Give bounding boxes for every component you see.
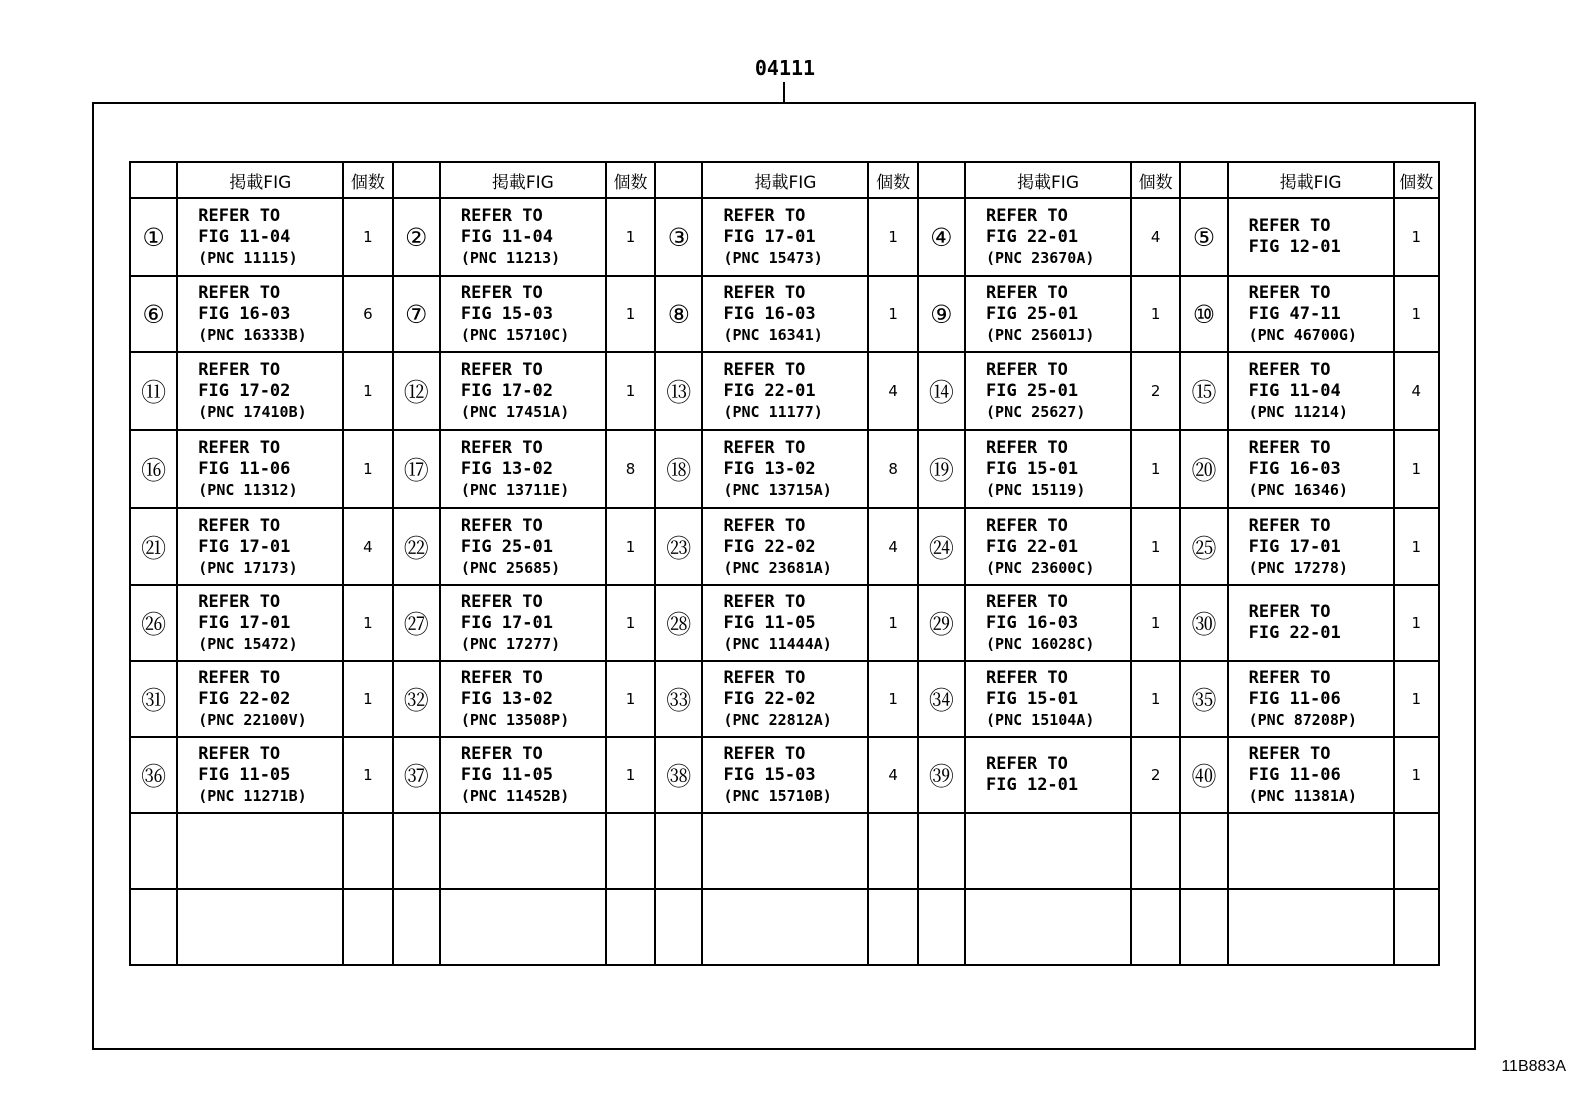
fig-reference-cell <box>177 661 343 737</box>
refer-to-text: REFER TO <box>460 515 543 536</box>
quantity-cell <box>606 889 655 965</box>
callout-number: ㉛ <box>130 661 177 737</box>
fig-number-text: FIG 25-01 <box>986 381 1079 401</box>
refer-to-text: REFER TO <box>1248 360 1331 380</box>
fig-reference-cell <box>440 585 606 661</box>
callout-number: ⑥ <box>130 276 177 352</box>
quantity-cell: 4 <box>868 352 917 430</box>
fig-reference-cell <box>440 508 606 585</box>
quantity-cell: 4 <box>1394 352 1439 430</box>
callout-number <box>1180 813 1227 889</box>
pnc-text: (PNC 13508P) <box>460 711 570 729</box>
fig-number-text: FIG 22-01 <box>723 381 816 401</box>
refer-to-text: REFER TO <box>198 744 281 764</box>
header-qty-cell: 個数 <box>343 162 392 198</box>
pnc-text: (PNC 25601J) <box>986 326 1095 344</box>
quantity-cell: 1 <box>1131 508 1180 585</box>
header-num-cell <box>655 162 702 198</box>
callout-number: ㉖ <box>130 585 177 661</box>
callout-number: ㉓ <box>655 508 702 585</box>
quantity-cell: 4 <box>868 508 917 585</box>
pnc-text: (PNC 15472) <box>198 635 298 653</box>
pnc-text: (PNC 15710C) <box>460 326 570 344</box>
fig-reference-cell <box>177 813 343 889</box>
callout-number: ⑬ <box>655 352 702 430</box>
fig-reference-cell <box>702 198 868 276</box>
callout-number: ㉙ <box>918 585 965 661</box>
quantity-cell: 1 <box>1394 585 1439 661</box>
fig-number-text: FIG 17-01 <box>1248 536 1341 557</box>
pnc-text: (PNC 16333B) <box>198 326 307 344</box>
refer-to-text: REFER TO <box>986 360 1068 380</box>
refer-to-text: REFER TO <box>460 592 543 612</box>
refer-to-text: REFER TO <box>1248 438 1331 458</box>
callout-number: ㊲ <box>393 737 440 813</box>
header-fig-cell: 掲載FIG <box>440 162 606 198</box>
refer-to-text: REFER TO <box>198 592 281 612</box>
refer-to-text: REFER TO <box>460 283 543 303</box>
pnc-text: (PNC 15104A) <box>986 711 1095 729</box>
table-row <box>130 737 1439 813</box>
pnc-text: (PNC 22100V) <box>198 711 307 729</box>
fig-reference-cell <box>177 737 343 813</box>
table-row <box>130 585 1439 661</box>
callout-number: ㊱ <box>130 737 177 813</box>
fig-reference-cell <box>177 585 343 661</box>
refer-to-text: REFER TO <box>986 515 1068 536</box>
pnc-text: (PNC 11444A) <box>723 635 832 653</box>
quantity-cell: 1 <box>868 276 917 352</box>
fig-number-text: FIG 11-04 <box>460 227 553 247</box>
refer-to-text: REFER TO <box>198 283 281 303</box>
quantity-cell: 1 <box>343 585 392 661</box>
fig-reference-cell <box>177 198 343 276</box>
pnc-text: (PNC 17278) <box>1248 558 1348 577</box>
pnc-text: (PNC 87208P) <box>1248 711 1357 729</box>
fig-number-text: FIG 17-02 <box>460 381 553 401</box>
fig-reference-cell <box>702 508 868 585</box>
quantity-cell: 8 <box>868 430 917 508</box>
refer-to-text: REFER TO <box>723 438 806 458</box>
callout-number: ⑪ <box>130 352 177 430</box>
callout-number: ㉗ <box>393 585 440 661</box>
table-row <box>130 352 1439 430</box>
pnc-text: (PNC 17410B) <box>198 403 307 421</box>
pnc-text: (PNC 15710B) <box>723 787 832 805</box>
header-qty-cell: 個数 <box>1394 162 1439 198</box>
refer-to-text: REFER TO <box>723 668 806 688</box>
fig-reference-cell <box>1228 276 1394 352</box>
callout-number: ㉝ <box>655 661 702 737</box>
pnc-text: (PNC 16028C) <box>986 635 1095 653</box>
callout-number <box>655 813 702 889</box>
quantity-cell: 1 <box>343 430 392 508</box>
table-row <box>130 889 1439 965</box>
fig-reference-cell <box>177 352 343 430</box>
callout-number: ㊳ <box>655 737 702 813</box>
callout-number: ② <box>393 198 440 276</box>
fig-number-text: FIG 17-02 <box>198 381 291 401</box>
table-row <box>130 276 1439 352</box>
pnc-text: (PNC 11115) <box>198 249 298 267</box>
table-row <box>130 813 1439 889</box>
header-qty-cell: 個数 <box>868 162 917 198</box>
quantity-cell: 1 <box>1131 585 1180 661</box>
pnc-text: (PNC 17277) <box>460 635 561 653</box>
fig-number-text: FIG 25-01 <box>986 304 1079 324</box>
pnc-text: (PNC 15473) <box>723 249 823 267</box>
table-body <box>130 198 1439 965</box>
fig-reference-cell <box>1228 813 1394 889</box>
fig-number-text: FIG 12-01 <box>986 775 1079 795</box>
pnc-text: (PNC 16346) <box>1248 481 1348 499</box>
callout-number: ⑤ <box>1180 198 1227 276</box>
table-row <box>130 661 1439 737</box>
fig-number-text: FIG 22-01 <box>986 227 1079 247</box>
refer-to-text: REFER TO <box>1248 515 1331 536</box>
callout-number <box>130 889 177 965</box>
quantity-cell: 4 <box>343 508 392 585</box>
refer-to-text: REFER TO <box>723 283 806 303</box>
refer-to-text: REFER TO <box>460 744 543 764</box>
leader-line <box>783 82 785 102</box>
quantity-cell: 1 <box>868 661 917 737</box>
refer-to-text: REFER TO <box>460 668 543 688</box>
quantity-cell: 1 <box>1394 276 1439 352</box>
fig-reference-cell <box>1228 585 1394 661</box>
quantity-cell: 1 <box>343 352 392 430</box>
quantity-cell <box>1394 813 1439 889</box>
fig-reference-cell <box>965 276 1131 352</box>
refer-to-text: REFER TO <box>723 515 806 536</box>
callout-number <box>393 813 440 889</box>
fig-number-text: FIG 22-01 <box>1248 623 1341 643</box>
callout-number: ㉕ <box>1180 508 1227 585</box>
quantity-cell: 4 <box>1131 198 1180 276</box>
fig-number-text: FIG 15-03 <box>723 765 816 785</box>
quantity-cell <box>1394 889 1439 965</box>
quantity-cell <box>1131 813 1180 889</box>
callout-number: ④ <box>918 198 965 276</box>
callout-number: ③ <box>655 198 702 276</box>
refer-to-text: REFER TO <box>723 744 806 764</box>
quantity-cell: 1 <box>1394 661 1439 737</box>
callout-number: ㉒ <box>393 508 440 585</box>
callout-number: ⑫ <box>393 352 440 430</box>
fig-reference-cell <box>965 661 1131 737</box>
refer-to-text: REFER TO <box>1248 744 1331 764</box>
refer-to-text: REFER TO <box>1248 283 1331 303</box>
pnc-text: (PNC 11271B) <box>198 787 307 805</box>
callout-number: ㉞ <box>918 661 965 737</box>
refer-to-text: REFER TO <box>198 206 281 226</box>
callout-number <box>130 813 177 889</box>
fig-reference-cell <box>965 198 1131 276</box>
callout-number: ⑲ <box>918 430 965 508</box>
callout-number <box>1180 889 1227 965</box>
fig-reference-cell <box>702 276 868 352</box>
fig-number-text: FIG 22-02 <box>723 689 816 709</box>
fig-reference-cell <box>965 508 1131 585</box>
quantity-cell: 1 <box>1394 430 1439 508</box>
quantity-cell: 1 <box>343 198 392 276</box>
refer-to-text: REFER TO <box>723 206 806 226</box>
fig-number-text: FIG 11-05 <box>198 765 291 785</box>
refer-to-text: REFER TO <box>460 206 543 226</box>
fig-number-text: FIG 16-03 <box>986 613 1079 633</box>
quantity-cell: 1 <box>343 661 392 737</box>
callout-number <box>393 889 440 965</box>
fig-number-text: FIG 15-01 <box>986 459 1079 479</box>
fig-reference-cell <box>1228 430 1394 508</box>
pnc-text: (PNC 23670A) <box>986 249 1095 267</box>
callout-number: ㉟ <box>1180 661 1227 737</box>
fig-number-text: FIG 11-06 <box>1248 765 1341 785</box>
quantity-cell: 2 <box>1131 737 1180 813</box>
callout-number: ⑮ <box>1180 352 1227 430</box>
callout-number: ① <box>130 198 177 276</box>
refer-to-text: REFER TO <box>986 283 1068 303</box>
fig-number-text: FIG 13-02 <box>723 459 816 479</box>
fig-number-text: FIG 13-02 <box>460 689 553 709</box>
quantity-cell: 1 <box>606 508 655 585</box>
refer-to-text: REFER TO <box>723 592 806 612</box>
quantity-cell: 1 <box>606 276 655 352</box>
fig-number-text: FIG 25-01 <box>460 536 553 557</box>
quantity-cell: 1 <box>1131 661 1180 737</box>
fig-number-text: FIG 11-06 <box>1248 689 1341 709</box>
fig-number-text: FIG 15-01 <box>986 689 1079 709</box>
fig-number-text: FIG 17-01 <box>198 613 291 633</box>
quantity-cell <box>606 813 655 889</box>
fig-number-text: FIG 11-04 <box>198 227 291 247</box>
table-row <box>130 198 1439 276</box>
fig-reference-cell <box>702 813 868 889</box>
fig-reference-cell <box>177 276 343 352</box>
quantity-cell: 1 <box>1394 737 1439 813</box>
fig-reference-cell <box>1228 198 1394 276</box>
quantity-cell: 1 <box>606 352 655 430</box>
callout-number: ⑰ <box>393 430 440 508</box>
part-number-label: 04111 <box>754 56 816 80</box>
fig-reference-cell <box>440 813 606 889</box>
fig-reference-cell <box>965 889 1131 965</box>
refer-to-text: REFER TO <box>198 360 281 380</box>
refer-to-text: REFER TO <box>1248 216 1331 236</box>
callout-number: ⑯ <box>130 430 177 508</box>
header-num-cell <box>918 162 965 198</box>
quantity-cell: 1 <box>868 198 917 276</box>
quantity-cell <box>868 889 917 965</box>
header-num-cell <box>393 162 440 198</box>
pnc-text: (PNC 25685) <box>460 558 561 577</box>
fig-number-text: FIG 11-06 <box>198 459 291 479</box>
quantity-cell <box>868 813 917 889</box>
header-fig-cell: 掲載FIG <box>1228 162 1394 198</box>
fig-reference-cell <box>440 352 606 430</box>
fig-reference-cell <box>440 276 606 352</box>
fig-number-text: FIG 16-03 <box>1248 459 1341 479</box>
header-fig-cell: 掲載FIG <box>965 162 1131 198</box>
pnc-text: (PNC 11312) <box>198 481 298 499</box>
pnc-text: (PNC 15119) <box>986 481 1086 499</box>
fig-reference-cell <box>965 430 1131 508</box>
callout-number: ㉔ <box>918 508 965 585</box>
fig-reference-cell <box>702 737 868 813</box>
callout-number: ⑨ <box>918 276 965 352</box>
fig-number-text: FIG 13-02 <box>460 459 553 479</box>
callout-number: ⑦ <box>393 276 440 352</box>
callout-number: ㊵ <box>1180 737 1227 813</box>
reference-table <box>129 161 1440 966</box>
fig-reference-cell <box>1228 889 1394 965</box>
quantity-cell: 1 <box>343 737 392 813</box>
fig-number-text: FIG 15-03 <box>460 304 553 324</box>
quantity-cell: 1 <box>606 661 655 737</box>
quantity-cell: 1 <box>606 198 655 276</box>
refer-to-text: REFER TO <box>198 668 281 688</box>
callout-number: ㉑ <box>130 508 177 585</box>
fig-reference-cell <box>1228 737 1394 813</box>
pnc-text: (PNC 13711E) <box>460 481 570 499</box>
quantity-cell: 4 <box>868 737 917 813</box>
fig-reference-cell <box>965 813 1131 889</box>
pnc-text: (PNC 46700G) <box>1248 326 1357 344</box>
quantity-cell: 8 <box>606 430 655 508</box>
fig-reference-cell <box>440 430 606 508</box>
fig-number-text: FIG 16-03 <box>723 304 816 324</box>
refer-to-text: REFER TO <box>1248 602 1331 622</box>
fig-number-text: FIG 16-03 <box>198 304 291 324</box>
fig-reference-cell <box>440 889 606 965</box>
refer-to-text: REFER TO <box>986 206 1068 226</box>
quantity-cell <box>343 813 392 889</box>
quantity-cell: 1 <box>606 585 655 661</box>
fig-reference-cell <box>177 508 343 585</box>
fig-number-text: FIG 17-01 <box>198 536 291 557</box>
fig-reference-cell <box>440 198 606 276</box>
callout-number: ⑭ <box>918 352 965 430</box>
refer-to-text: REFER TO <box>986 592 1068 612</box>
pnc-text: (PNC 23681A) <box>723 558 832 577</box>
fig-number-text: FIG 17-01 <box>723 227 816 247</box>
refer-to-text: REFER TO <box>986 438 1068 458</box>
callout-number: ⑧ <box>655 276 702 352</box>
refer-to-text: REFER TO <box>723 360 806 380</box>
fig-reference-cell <box>702 889 868 965</box>
pnc-text: (PNC 17451A) <box>460 403 570 421</box>
header-qty-cell: 個数 <box>1131 162 1180 198</box>
pnc-text: (PNC 11177) <box>723 403 823 421</box>
fig-number-text: FIG 22-01 <box>986 536 1079 557</box>
refer-to-text: REFER TO <box>986 668 1068 688</box>
callout-number <box>918 889 965 965</box>
pnc-text: (PNC 17173) <box>198 558 298 577</box>
fig-number-text: FIG 11-04 <box>1248 381 1341 401</box>
fig-reference-cell <box>702 430 868 508</box>
pnc-text: (PNC 22812A) <box>723 711 832 729</box>
callout-number: ㉚ <box>1180 585 1227 661</box>
header-num-cell <box>1180 162 1227 198</box>
fig-reference-cell <box>177 889 343 965</box>
refer-to-text: REFER TO <box>460 360 543 380</box>
fig-reference-cell <box>177 430 343 508</box>
pnc-text: (PNC 23600C) <box>986 558 1095 577</box>
fig-reference-cell <box>702 352 868 430</box>
table-row <box>130 430 1439 508</box>
callout-number: ⑩ <box>1180 276 1227 352</box>
callout-number <box>918 813 965 889</box>
fig-number-text: FIG 11-05 <box>460 765 553 785</box>
callout-number: ㊴ <box>918 737 965 813</box>
header-row <box>130 162 1439 198</box>
fig-number-text: FIG 17-01 <box>460 613 553 633</box>
header-fig-cell: 掲載FIG <box>177 162 343 198</box>
table-row <box>130 508 1439 585</box>
refer-to-text: REFER TO <box>460 438 543 458</box>
fig-reference-cell <box>702 661 868 737</box>
refer-to-text: REFER TO <box>1248 668 1331 688</box>
fig-reference-cell <box>1228 508 1394 585</box>
quantity-cell <box>1131 889 1180 965</box>
fig-number-text: FIG 47-11 <box>1248 304 1341 324</box>
quantity-cell: 2 <box>1131 352 1180 430</box>
pnc-text: (PNC 11452B) <box>460 787 570 805</box>
quantity-cell: 1 <box>1394 198 1439 276</box>
fig-reference-cell <box>965 585 1131 661</box>
fig-reference-cell <box>965 737 1131 813</box>
fig-reference-cell <box>440 737 606 813</box>
header-qty-cell: 個数 <box>606 162 655 198</box>
pnc-text: (PNC 11381A) <box>1248 787 1357 805</box>
fig-reference-cell <box>702 585 868 661</box>
pnc-text: (PNC 13715A) <box>723 481 832 499</box>
refer-to-text: REFER TO <box>198 515 281 536</box>
callout-number: ⑳ <box>1180 430 1227 508</box>
quantity-cell: 1 <box>868 585 917 661</box>
drawing-id-label: 11B883A <box>1501 1058 1566 1075</box>
pnc-text: (PNC 25627) <box>986 403 1086 421</box>
quantity-cell: 1 <box>1131 276 1180 352</box>
callout-number: ㉘ <box>655 585 702 661</box>
callout-number: ㉜ <box>393 661 440 737</box>
header-fig-cell: 掲載FIG <box>702 162 868 198</box>
callout-number <box>655 889 702 965</box>
pnc-text: (PNC 11213) <box>460 249 561 267</box>
fig-reference-cell <box>1228 661 1394 737</box>
pnc-text: (PNC 11214) <box>1248 403 1348 421</box>
callout-number: ⑱ <box>655 430 702 508</box>
fig-number-text: FIG 12-01 <box>1248 237 1341 257</box>
fig-number-text: FIG 22-02 <box>198 689 291 709</box>
quantity-cell: 6 <box>343 276 392 352</box>
quantity-cell <box>343 889 392 965</box>
pnc-text: (PNC 16341) <box>723 326 823 344</box>
quantity-cell: 1 <box>606 737 655 813</box>
quantity-cell: 1 <box>1394 508 1439 585</box>
header-num-cell <box>130 162 177 198</box>
refer-to-text: REFER TO <box>986 754 1068 774</box>
fig-reference-cell <box>1228 352 1394 430</box>
fig-number-text: FIG 22-02 <box>723 536 816 557</box>
fig-number-text: FIG 11-05 <box>723 613 816 633</box>
fig-reference-cell <box>965 352 1131 430</box>
refer-to-text: REFER TO <box>198 438 281 458</box>
quantity-cell: 1 <box>1131 430 1180 508</box>
fig-reference-cell <box>440 661 606 737</box>
